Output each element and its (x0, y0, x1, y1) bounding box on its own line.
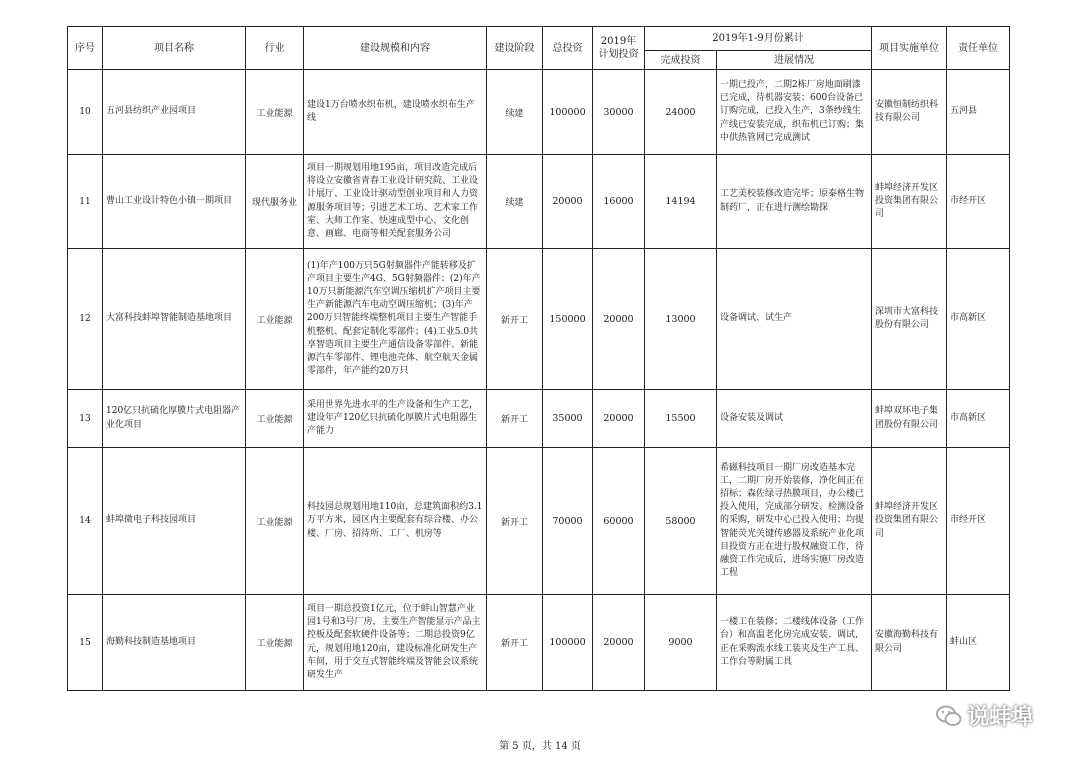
row-stage: 新开工 (487, 390, 543, 448)
row-implementing-unit: 安徽恒制纺织科技有限公司 (872, 70, 947, 155)
table-row (68, 595, 1010, 691)
row-project-name: 120亿只抗硫化厚膜片式电阻器产业化项目 (103, 390, 246, 448)
row-responsible-unit: 市高新区 (947, 390, 1010, 448)
row-industry: 现代服务业 (246, 155, 304, 249)
row-implementing-unit: 蚌埠经济开发区投资集团有限公司 (872, 448, 947, 595)
row-seq: 12 (68, 249, 103, 390)
row-seq: 15 (68, 595, 103, 691)
row-scale: 科技园总规划用地110亩，总建筑面积约3.1万平方米，园区内主要配套有综合楼、办公楼、厂房、招待所、工厂、机房等 (304, 448, 487, 595)
row-implementing-unit: 蚌埠经济开发区投资集团有限公司 (872, 155, 947, 249)
row-total-investment: 100000 (543, 70, 593, 155)
row-plan-investment: 60000 (593, 448, 645, 595)
header-plan-investment: 2019年计划投资 (593, 27, 645, 70)
row-completed-investment: 58000 (645, 448, 717, 595)
header-project-name: 项目名称 (103, 27, 246, 70)
watermark (935, 700, 1033, 731)
row-progress: 设备调试、试生产 (717, 249, 872, 390)
row-stage: 续建 (487, 70, 543, 155)
header-total-investment: 总投资 (543, 27, 593, 70)
row-completed-investment: 13000 (645, 249, 717, 390)
row-implementing-unit: 深圳市大富科技股份有限公司 (872, 249, 947, 390)
row-stage: 新开工 (487, 249, 543, 390)
row-industry: 工业能源 (246, 390, 304, 448)
row-project-name: 五河县纺织产业园项目 (103, 70, 246, 155)
header-responsible-unit: 责任单位 (947, 27, 1010, 70)
header-scale: 建设规模和内容 (304, 27, 487, 70)
row-implementing-unit: 安徽海勤科技有限公司 (872, 595, 947, 691)
row-total-investment: 20000 (543, 155, 593, 249)
header-completed-investment: 完成投资 (645, 51, 717, 70)
row-responsible-unit: 市经开区 (947, 155, 1010, 249)
row-responsible-unit: 市高新区 (947, 249, 1010, 390)
header-cumulative: 2019年1-9月份累计 (645, 27, 872, 51)
row-total-investment: 150000 (543, 249, 593, 390)
row-plan-investment: 30000 (593, 70, 645, 155)
row-plan-investment: 16000 (593, 155, 645, 249)
watermark-text: 说蚌埠 (967, 705, 1034, 730)
row-responsible-unit: 五河县 (947, 70, 1010, 155)
row-scale: (1)年产100万只5G射频器件产能转移及扩产项目主要生产4G、5G射频器件；(2)年产10万只新能源汽车空调压缩机扩产项目主要生产新能源汽车电动空调压缩机；(3)年产200万只智能终端整机项目主要生产智能手机整机、配套定制化零部件；(4)工业5.0共享智造项目主要生产通信设备零部件、新能源汽车零部件、锂电池壳体、航空航天金属零部件，年产能约20万只 (304, 249, 487, 390)
row-seq: 10 (68, 70, 103, 155)
row-industry: 工业能源 (246, 448, 304, 595)
row-progress: 一期已投产，二期2栋厂房地面刷漆已完成，待机器安装；600台设备已订购完成，已投入生产，3条纱线生产线已安装完成，织布机已订购；集中供热管网已完成测试 (717, 70, 872, 155)
row-responsible-unit: 蚌山区 (947, 595, 1010, 691)
row-progress: 设备安装及调试 (717, 390, 872, 448)
row-plan-investment: 20000 (593, 390, 645, 448)
row-implementing-unit: 蚌埠双环电子集团股份有限公司 (872, 390, 947, 448)
row-completed-investment: 24000 (645, 70, 717, 155)
row-total-investment: 70000 (543, 448, 593, 595)
row-progress: 一楼工在装修；二楼线体设备（工作台）和高温老化房完成安装、调试，正在采购流水线工装夹及生产工具、工作台等附属工具 (717, 595, 872, 691)
row-progress: 希磁科技项目一期厂房改造基本完工，二期厂房开始装修，净化间正在招标；森佐绿寻热膜项目，办公楼已投入使用，完成部分研发、检测设备的采购，研发中心已投入使用；均提智能荧光关键传感器及系统产业化项目投资方正在进行股权融资工作，待融资工作完成后，进场实施厂房改造工程 (717, 448, 872, 595)
project-table (67, 26, 1010, 691)
row-stage: 新开工 (487, 448, 543, 595)
row-scale: 项目一期总投资1亿元，位于蚌山智慧产业园1号和3号厂房，主要生产智能显示产品主控板及配套软硬件设备等；二期总投资9亿元，规划用地120亩，建设标准化研发生产车间，用于交互式智能终端及智能会议系统研发生产 (304, 595, 487, 691)
table-row (68, 155, 1010, 249)
header-industry: 行业 (246, 27, 304, 70)
row-project-name: 海勤科技制造基地项目 (103, 595, 246, 691)
row-progress: 工艺美校装修改造完毕；原泰格生物制药厂，正在进行测绘勘探 (717, 155, 872, 249)
row-completed-investment: 9000 (645, 595, 717, 691)
row-stage: 续建 (487, 155, 543, 249)
row-responsible-unit: 市经开区 (947, 448, 1010, 595)
table-row (68, 70, 1010, 155)
row-plan-investment: 20000 (593, 595, 645, 691)
page-footer: 第 5 页，共 14 页 (499, 741, 581, 752)
row-plan-investment: 20000 (593, 249, 645, 390)
row-scale: 建设1万台喷水织布机，建设喷水织布生产线 (304, 70, 487, 155)
row-seq: 11 (68, 155, 103, 249)
row-total-investment: 35000 (543, 390, 593, 448)
wechat-icon (935, 704, 963, 728)
row-seq: 13 (68, 390, 103, 448)
header-progress: 进展情况 (717, 51, 872, 70)
row-seq: 14 (68, 448, 103, 595)
row-industry: 工业能源 (246, 249, 304, 390)
row-project-name: 曹山工业设计特色小镇一期项目 (103, 155, 246, 249)
row-completed-investment: 15500 (645, 390, 717, 448)
row-industry: 工业能源 (246, 595, 304, 691)
row-industry: 工业能源 (246, 70, 304, 155)
table-row (68, 448, 1010, 595)
header-implementing-unit: 项目实施单位 (872, 27, 947, 70)
row-project-name: 蚌埠微电子科技园项目 (103, 448, 246, 595)
table-row (68, 249, 1010, 390)
row-scale: 项目一期规划用地195亩，项目改造完成后将设立安徽省青春工业设计研究院、工业设计展厅、工业设计驱动型创业项目和人力资源服务项目等；引进艺术工坊、艺术家工作室、大师工作室、快速成型中心、文化创意、画廊、电商等相关配套服务公司 (304, 155, 487, 249)
row-completed-investment: 14194 (645, 155, 717, 249)
row-stage: 新开工 (487, 595, 543, 691)
row-total-investment: 100000 (543, 595, 593, 691)
row-scale: 采用世界先进水平的生产设备和生产工艺，建设年产120亿只抗硫化厚膜片式电阻器生产能力 (304, 390, 487, 448)
header-seq: 序号 (68, 27, 103, 70)
header-stage: 建设阶段 (487, 27, 543, 70)
row-project-name: 大富科技蚌埠智能制造基地项目 (103, 249, 246, 390)
table-row (68, 390, 1010, 448)
